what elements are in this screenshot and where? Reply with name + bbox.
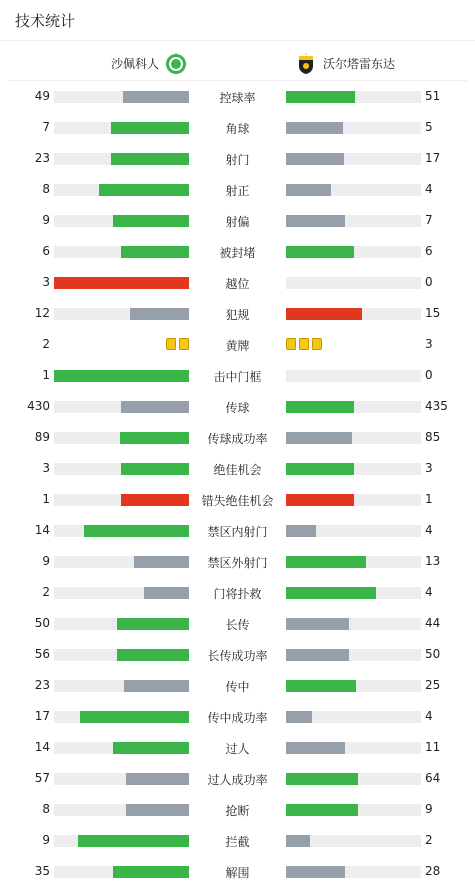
away-stat-bar-fill [286,494,354,506]
home-stat-bar [54,184,189,196]
away-stat-bar-fill [286,835,310,847]
stat-label: 传球 [225,401,250,415]
stat-row [0,82,475,113]
home-stat-bar [54,618,189,630]
stat-label: 被封堵 [219,246,256,260]
home-stat-value: 1 [42,368,50,382]
stat-row [0,268,475,299]
home-stat-value: 9 [42,554,50,568]
away-stat-bar [286,587,421,599]
stat-row [0,795,475,826]
home-stat-bar-fill [121,463,189,475]
stat-label: 长传成功率 [207,649,268,663]
home-stat-value: 3 [42,275,50,289]
away-stat-value: 5 [425,120,433,134]
away-stat-bar [286,153,421,165]
stat-label: 射偏 [225,215,250,229]
home-stat-bar-fill [144,587,189,599]
away-stat-bar [286,835,421,847]
home-stat-value: 12 [34,306,50,320]
stat-row [0,175,475,206]
away-stat-bar-fill [286,649,349,661]
home-stat-value: 3 [42,461,50,475]
yellow-card-icon [312,338,322,350]
home-stat-bar [54,463,189,475]
away-team-name: 沃尔塔雷东达 [323,56,396,71]
home-team[interactable] [111,52,187,74]
home-stat-bar-fill [113,215,189,227]
home-stat-bar [54,401,189,413]
away-stat-value: 85 [425,430,441,444]
home-stat-bar-fill [126,773,189,785]
home-stat-bar-fill [111,153,189,165]
stat-label: 击中门框 [213,370,262,384]
away-stat-bar-fill [286,184,331,196]
stat-row [0,764,475,795]
away-stat-bar [286,804,421,816]
away-stat-bar [286,432,421,444]
stat-row [0,826,475,857]
stat-label: 传中成功率 [207,711,268,725]
away-stat-bar [286,494,421,506]
stat-row [0,299,475,330]
away-stat-bar-fill [286,866,345,878]
away-stat-bar-fill [286,556,366,568]
stat-row [0,609,475,640]
away-stat-bar-fill [286,432,352,444]
home-stat-bar [54,277,189,289]
home-stat-bar-fill [123,91,189,103]
home-stat-value: 7 [42,120,50,134]
stat-label: 绝佳机会 [213,463,262,477]
home-stat-bar [54,153,189,165]
home-stat-value: 56 [34,647,50,661]
home-stat-value: 2 [42,585,50,599]
stat-row [0,144,475,175]
home-stat-bar [54,866,189,878]
stat-label: 过人 [225,742,250,756]
away-stat-value: 0 [425,275,433,289]
away-stat-value: 3 [425,337,433,351]
away-stat-value: 15 [425,306,441,320]
away-stat-bar [286,91,421,103]
away-stat-bar-fill [286,804,358,816]
home-stat-bar-fill [78,835,189,847]
home-stat-bar [54,370,189,382]
stat-label: 长传 [225,618,250,632]
away-stat-value: 9 [425,802,433,816]
stat-row [0,671,475,702]
home-stat-bar [54,91,189,103]
stat-label: 控球率 [219,91,256,105]
teams-bar [8,42,467,81]
away-stat-value: 4 [425,585,433,599]
away-stat-value: 51 [425,89,441,103]
away-stat-bar-fill [286,122,343,134]
home-stat-value: 2 [42,337,50,351]
away-stat-bar-fill [286,742,345,754]
away-team[interactable] [295,52,395,74]
away-stat-value: 435 [425,399,448,413]
home-stat-value: 8 [42,802,50,816]
away-stat-value: 4 [425,709,433,723]
stats-list [0,82,475,888]
yellow-card-icon [166,338,176,350]
stat-row [0,516,475,547]
away-stat-value: 4 [425,523,433,537]
away-stat-bar-fill [286,308,362,320]
home-stat-bar [54,308,189,320]
home-stat-bar-fill [134,556,189,568]
stat-row [0,702,475,733]
home-stat-value: 49 [34,89,50,103]
away-stat-bar [286,556,421,568]
stat-label: 越位 [225,277,250,291]
stat-label: 拦截 [225,835,250,849]
away-stat-bar [286,463,421,475]
stat-row [0,547,475,578]
stat-label: 禁区外射门 [207,556,268,570]
home-stat-value: 8 [42,182,50,196]
away-stat-value: 2 [425,833,433,847]
stat-label: 过人成功率 [207,773,268,787]
away-stat-bar [286,649,421,661]
home-stat-bar [54,525,189,537]
home-stat-value: 14 [34,523,50,537]
home-stat-bar [54,711,189,723]
away-stat-bar-fill [286,618,349,630]
home-stat-bar-fill [111,122,189,134]
home-stat-bar-fill [130,308,189,320]
home-stat-bar [54,556,189,568]
stat-row [0,454,475,485]
away-stat-value: 17 [425,151,441,165]
home-stat-bar-fill [124,680,189,692]
away-stat-bar [286,215,421,227]
home-stat-bar-fill [99,184,189,196]
stat-label: 犯规 [225,308,250,322]
page-title: 技术统计 [15,12,76,30]
stat-row [0,237,475,268]
home-stat-value: 35 [34,864,50,878]
home-stat-bar-fill [54,277,189,289]
away-yellow-cards [286,338,322,350]
home-stat-bar-fill [121,401,189,413]
home-stat-bar [54,742,189,754]
away-stat-bar-fill [286,680,356,692]
home-stat-bar [54,494,189,506]
stat-label: 解围 [225,866,250,880]
home-stat-bar [54,246,189,258]
away-stat-value: 6 [425,244,433,258]
away-stat-value: 50 [425,647,441,661]
stat-label: 抢断 [225,804,250,818]
away-stat-bar [286,308,421,320]
away-stat-bar [286,680,421,692]
home-stat-value: 89 [34,430,50,444]
away-stat-bar-fill [286,91,355,103]
stat-label: 禁区内射门 [207,525,268,539]
stat-row [0,330,475,361]
home-stat-bar-fill [120,432,189,444]
home-stat-bar [54,773,189,785]
stat-row [0,361,475,392]
home-stat-value: 9 [42,833,50,847]
yellow-card-icon [286,338,296,350]
stat-row [0,392,475,423]
home-stat-bar [54,122,189,134]
home-stat-value: 1 [42,492,50,506]
home-stat-value: 17 [34,709,50,723]
away-stat-value: 64 [425,771,441,785]
away-stat-value: 3 [425,461,433,475]
stat-label: 黄牌 [225,339,250,353]
home-yellow-cards [166,338,189,350]
home-stat-bar-fill [117,649,189,661]
away-stat-value: 0 [425,368,433,382]
away-stat-bar [286,370,421,382]
home-stat-bar [54,215,189,227]
stat-row [0,578,475,609]
home-stat-value: 14 [34,740,50,754]
away-stat-bar [286,122,421,134]
away-stat-bar [286,401,421,413]
stat-label: 门将扑救 [213,587,262,601]
away-stat-bar-fill [286,153,344,165]
header [0,0,475,41]
home-team-name: 沙佩科人 [110,56,159,71]
away-stat-bar [286,246,421,258]
away-stat-value: 28 [425,864,441,878]
home-stat-bar-fill [80,711,189,723]
stat-label: 射正 [225,184,250,198]
away-stat-value: 13 [425,554,441,568]
home-stat-bar [54,432,189,444]
away-stat-bar [286,277,421,289]
away-stat-bar-fill [286,463,354,475]
away-stat-value: 25 [425,678,441,692]
stat-label: 传球成功率 [207,432,268,446]
stat-label: 角球 [225,122,250,136]
away-stat-bar-fill [286,587,376,599]
away-stat-bar [286,711,421,723]
stat-label: 错失绝佳机会 [201,494,274,508]
away-stat-value: 1 [425,492,433,506]
away-stat-bar-fill [286,401,354,413]
home-stat-bar-fill [113,866,189,878]
stat-row [0,206,475,237]
home-stat-bar [54,835,189,847]
home-stat-value: 6 [42,244,50,258]
home-stat-value: 9 [42,213,50,227]
away-stat-bar-fill [286,773,358,785]
home-stat-bar [54,680,189,692]
home-stat-bar-fill [121,246,189,258]
stat-row [0,640,475,671]
stat-row [0,113,475,144]
stat-row [0,485,475,516]
home-stat-value: 57 [34,771,50,785]
home-stat-bar-fill [113,742,189,754]
home-stat-bar-fill [126,804,189,816]
stat-row [0,857,475,888]
yellow-card-icon [179,338,189,350]
yellow-card-icon [299,338,309,350]
away-stat-bar [286,742,421,754]
away-stat-bar-fill [286,711,312,723]
home-stat-bar-fill [54,370,189,382]
away-stat-value: 4 [425,182,433,196]
home-team-logo-icon [165,52,187,74]
stat-row [0,733,475,764]
home-stat-bar [54,587,189,599]
away-stat-bar [286,866,421,878]
away-stat-value: 11 [425,740,441,754]
away-stat-bar-fill [286,215,345,227]
stat-label: 传中 [225,680,250,694]
away-stat-bar [286,184,421,196]
home-stat-bar-fill [121,494,189,506]
home-stat-bar-fill [117,618,189,630]
home-stat-bar [54,649,189,661]
away-stat-bar [286,525,421,537]
away-stat-bar-fill [286,246,354,258]
stat-label: 射门 [225,153,250,167]
away-stat-value: 44 [425,616,441,630]
stat-row [0,423,475,454]
home-stat-value: 23 [34,151,50,165]
home-stat-value: 23 [34,678,50,692]
home-stat-bar [54,804,189,816]
home-stat-bar-fill [84,525,189,537]
home-stat-value: 430 [27,399,50,413]
away-stat-bar [286,618,421,630]
home-stat-value: 50 [34,616,50,630]
away-stat-bar [286,773,421,785]
away-stat-value: 7 [425,213,433,227]
away-team-logo-icon [295,52,317,74]
away-stat-bar-fill [286,525,316,537]
